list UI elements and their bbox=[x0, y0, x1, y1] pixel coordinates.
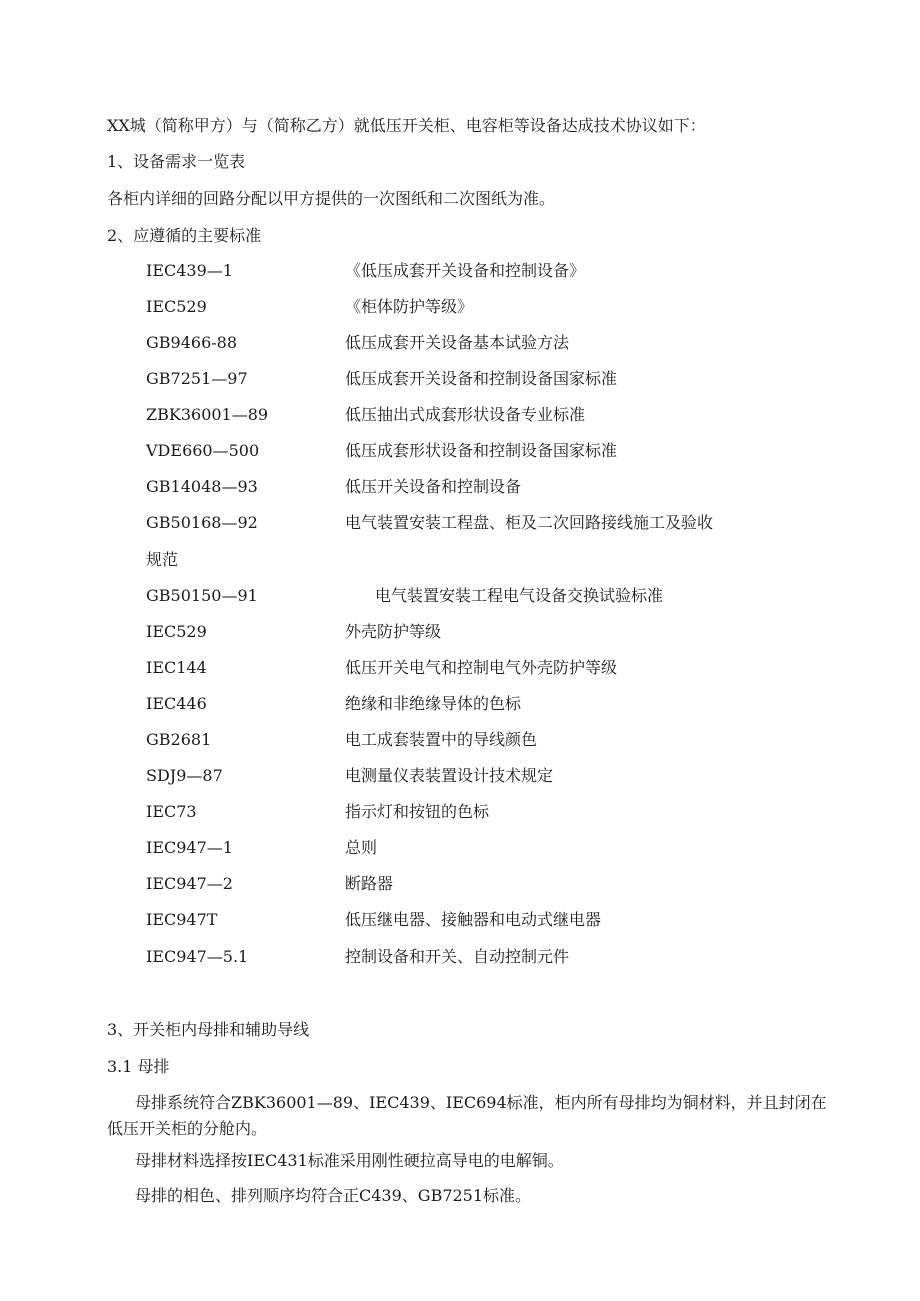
standard-name: 电气装置安装工程电气设备交换试验标准 bbox=[375, 586, 664, 605]
standard-row bbox=[0, 766, 920, 786]
standard-row bbox=[0, 658, 920, 678]
standard-name: 低压开关电气和控制电气外壳防护等级 bbox=[345, 658, 618, 677]
standard-name: 断路器 bbox=[345, 874, 394, 893]
standard-wrap-text: 规范 bbox=[146, 550, 179, 569]
standard-code: GB50150—91 bbox=[146, 586, 258, 605]
standard-row bbox=[0, 586, 920, 606]
standard-name: 低压开关设备和控制设备 bbox=[345, 477, 522, 496]
standard-code: GB7251—97 bbox=[146, 369, 248, 388]
standard-row bbox=[0, 369, 920, 389]
standard-code: SDJ9—87 bbox=[146, 766, 223, 785]
standard-row bbox=[0, 477, 920, 497]
standard-name: 绝缘和非绝缘导体的色标 bbox=[345, 694, 522, 713]
standard-code: IEC947—2 bbox=[146, 874, 233, 893]
standard-row bbox=[0, 802, 920, 822]
section-1-heading: 1、设备需求一览表 bbox=[107, 152, 246, 171]
standard-code: ZBK36001—89 bbox=[146, 405, 269, 424]
standard-row bbox=[0, 947, 920, 967]
standard-code: GB50168—92 bbox=[146, 513, 258, 532]
standard-code: IEC947—1 bbox=[146, 838, 233, 857]
standard-name: 低压成套开关设备基本试验方法 bbox=[345, 333, 570, 352]
standard-name: 控制设备和开关、自动控制元件 bbox=[345, 947, 570, 966]
section-3-heading: 3、开关柜内母排和辅助导线 bbox=[107, 1020, 310, 1039]
standard-name: 《低压成套开关设备和控制设备》 bbox=[345, 261, 586, 280]
standard-code: IEC529 bbox=[146, 297, 207, 316]
standard-code: IEC446 bbox=[146, 694, 207, 713]
standard-row bbox=[0, 622, 920, 642]
standard-name: 电气装置安装工程盘、柜及二次回路接线施工及验收 bbox=[345, 513, 714, 532]
standard-code: IEC529 bbox=[146, 622, 207, 641]
standard-row bbox=[0, 333, 920, 353]
standard-row bbox=[0, 513, 920, 533]
busbar-paragraph-2: 母排材料选择按IEC431标准采用刚性硬拉高导电的电解铜。 bbox=[135, 1151, 564, 1170]
standard-row bbox=[0, 838, 920, 858]
section-1-note: 各柜内详细的回路分配以甲方提供的一次图纸和二次图纸为准。 bbox=[107, 189, 556, 208]
standard-row bbox=[0, 261, 920, 281]
standard-name: 《柜体防护等级》 bbox=[345, 297, 474, 316]
standard-code: IEC439—1 bbox=[146, 261, 233, 280]
standard-row bbox=[0, 874, 920, 894]
standard-row bbox=[0, 730, 920, 750]
section-2-heading: 2、应遵循的主要标准 bbox=[107, 226, 262, 245]
standard-name: 低压抽出式成套形状设备专业标准 bbox=[345, 405, 586, 424]
standard-code: GB9466-88 bbox=[146, 333, 238, 352]
standard-row bbox=[0, 910, 920, 930]
standard-code: GB14048—93 bbox=[146, 477, 258, 496]
standard-code: VDE660—500 bbox=[146, 441, 260, 460]
standard-code: IEC947—5.1 bbox=[146, 947, 249, 966]
standard-name: 外壳防护等级 bbox=[345, 622, 442, 641]
standard-row bbox=[0, 297, 920, 317]
standard-name: 总则 bbox=[345, 838, 378, 857]
standard-code: IEC144 bbox=[146, 658, 207, 677]
standard-name: 电测量仪表装置设计技术规定 bbox=[345, 766, 554, 785]
standard-row bbox=[0, 441, 920, 461]
intro-paragraph: XX城（简称甲方）与（简称乙方）就低压开关柜、电容柜等设备达成技术协议如下： bbox=[107, 116, 706, 135]
standard-code: IEC73 bbox=[146, 802, 197, 821]
standard-row bbox=[0, 405, 920, 425]
section-3-1-heading: 3.1 母排 bbox=[107, 1057, 170, 1076]
standard-name: 低压成套形状设备和控制设备国家标准 bbox=[345, 441, 618, 460]
standard-name: 指示灯和按钮的色标 bbox=[345, 802, 490, 821]
standard-name: 电工成套装置中的导线颜色 bbox=[345, 730, 538, 749]
standard-code: GB2681 bbox=[146, 730, 212, 749]
busbar-paragraph-1: 母排系统符合ZBK36001—89、IEC439、IEC694标准，柜内所有母排均为铜材料，并且封闭在低压开关柜的分舱内。 bbox=[107, 1093, 827, 1138]
busbar-paragraph-3: 母排的相色、排列顺序均符合正C439、GB7251标准。 bbox=[135, 1186, 532, 1205]
standard-name: 低压继电器、接触器和电动式继电器 bbox=[345, 910, 602, 929]
standard-code: IEC947T bbox=[146, 910, 218, 929]
standard-row bbox=[0, 694, 920, 714]
standard-name: 低压成套开关设备和控制设备国家标准 bbox=[345, 369, 618, 388]
